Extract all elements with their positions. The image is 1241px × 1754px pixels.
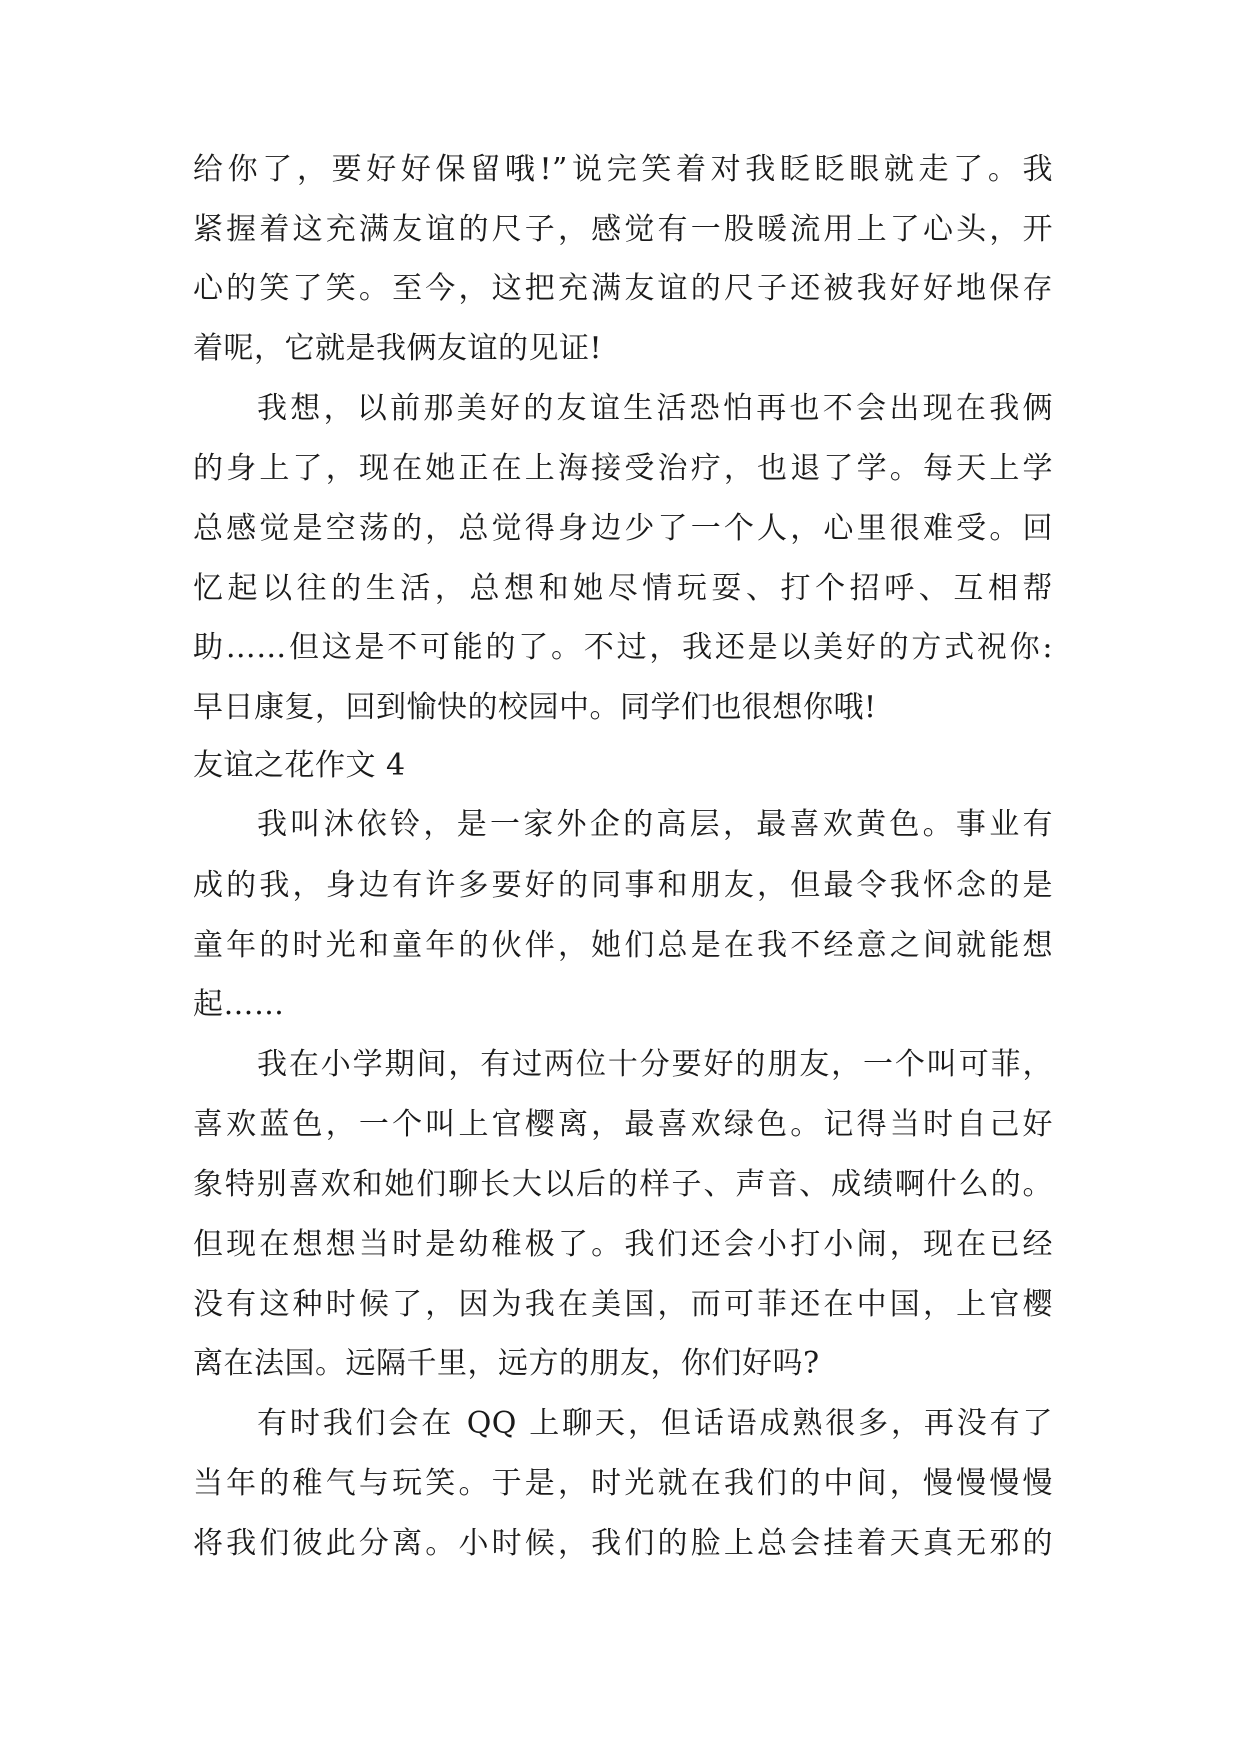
text-line: 给你了，要好好保留哦!”说完笑着对我眨眨眼就走了。我 (193, 152, 1053, 187)
paragraph-first-line: 我想，以前那美好的友谊生活恐怕再也不会出现在我俩 (257, 391, 1053, 426)
text-line: 忆起以往的生活，总想和她尽情玩耍、打个招呼、互相帮 (193, 571, 1053, 606)
text-line: 离在法国。远隔千里，远方的朋友，你们好吗? (193, 1346, 820, 1381)
text-line: 助……但这是不可能的了。不过，我还是以美好的方式祝你: (193, 630, 1053, 665)
text-line: 没有这种时候了，因为我在美国，而可菲还在中国，上官樱 (193, 1287, 1053, 1322)
text-line: 早日康复，回到愉快的校园中。同学们也很想你哦! (193, 690, 877, 725)
paragraph-first-line: 我在小学期间，有过两位十分要好的朋友，一个叫可菲， (257, 1047, 1053, 1082)
text-line: 当年的稚气与玩笑。于是，时光就在我们的中间，慢慢慢慢 (193, 1466, 1053, 1501)
text-line: 童年的时光和童年的伙伴，她们总是在我不经意之间就能想 (193, 928, 1053, 963)
text-line: 成的我，身边有许多要好的同事和朋友，但最令我怀念的是 (193, 868, 1053, 903)
text-line: 紧握着这充满友谊的尺子，感觉有一股暖流用上了心头，开 (193, 212, 1053, 247)
text-line: 但现在想想当时是幼稚极了。我们还会小打小闹，现在已经 (193, 1227, 1053, 1262)
text-line: 心的笑了笑。至今，这把充满友谊的尺子还被我好好地保存 (193, 271, 1053, 306)
text-line: 起…… (193, 987, 285, 1022)
text-line: 象特别喜欢和她们聊长大以后的样子、声音、成绩啊什么的。 (193, 1167, 1053, 1202)
text-line: 喜欢蓝色，一个叫上官樱离，最喜欢绿色。记得当时自己好 (193, 1107, 1053, 1142)
text-line: 着呢，它就是我俩友谊的见证! (193, 331, 603, 366)
text-line: 将我们彼此分离。小时候，我们的脸上总会挂着天真无邪的 (193, 1526, 1053, 1561)
text-line: 的身上了，现在她正在上海接受治疗，也退了学。每天上学 (193, 451, 1053, 486)
paragraph-first-line: 我叫沐依铃，是一家外企的高层，最喜欢黄色。事业有 (257, 807, 1053, 842)
paragraph-first-line: 有时我们会在 QQ 上聊天，但话语成熟很多，再没有了 (257, 1406, 1053, 1441)
section-heading: 友谊之花作文 4 (193, 748, 406, 783)
text-line: 总感觉是空荡的，总觉得身边少了一个人，心里很难受。回 (193, 511, 1053, 546)
